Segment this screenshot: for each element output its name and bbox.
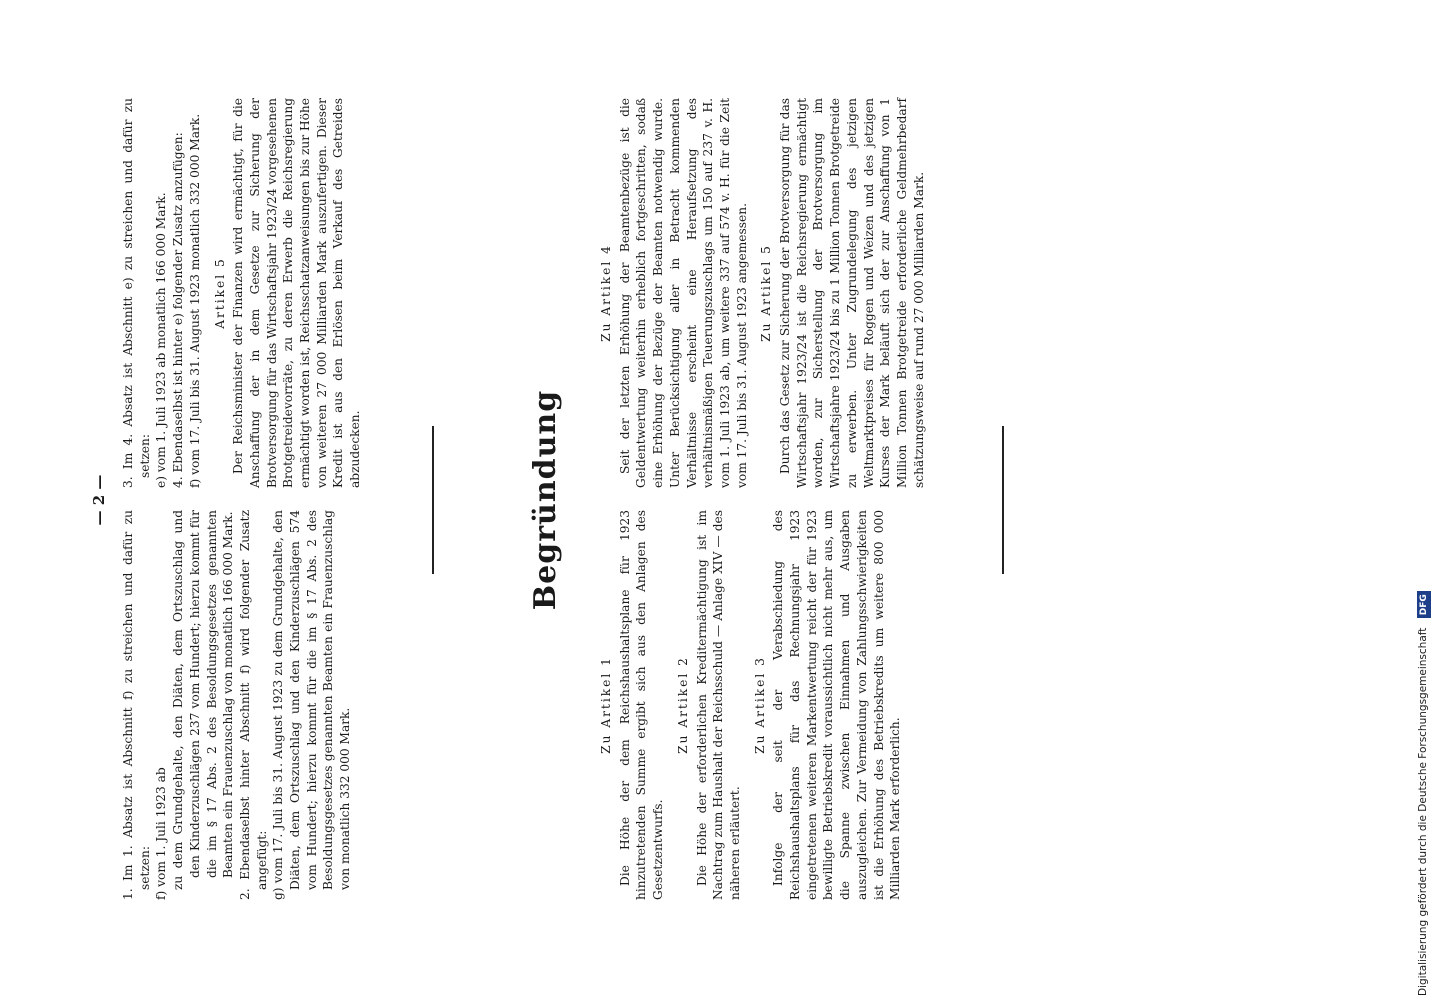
digitization-note-text: Digitalisierung gefördert durch die Deutsche Forschungsgemeinschaft	[1417, 627, 1429, 996]
article-heading: Zu Artikel 5	[759, 244, 774, 342]
article-heading: Zu Artikel 1	[599, 656, 613, 754]
section-heading: Begründung	[528, 389, 563, 611]
digitization-note	[1414, 6, 1432, 996]
article-heading: Artikel 5	[212, 257, 227, 329]
list-item: f) vom 1. Juli 1923 ab	[154, 767, 169, 900]
paragraph: Infolge der seit der Verabschiedung des Reichshaushaltsplans für das Rechnungsjahr 1923 eingetretenen weiteren Markentwertung reicht der für 1923 bewilligte Betriebskredit voraussichtlich nicht mehr aus, um die Spanne zwischen Einnahmen und Ausgaben auszugleichen. Zur Vermeidung von Zahlungsschwierigkeiten ist die Erhöhung des Betriebskredits um weitere 800 000 Milliarden Mark erforderlich.	[771, 510, 903, 900]
upper-left-column	[120, 510, 354, 900]
paragraph: Die Höhe der dem Reichshaushaltsplane für 1923 hinzutretenden Summe ergibt sich aus den Anlagen des Gesetzentwurfs.	[617, 510, 666, 900]
paragraph: Seit der letzten Erhöhung der Beamtenbezüge ist die Geldentwertung weiterhin erheblich fortgeschritten, sodaß eine Erhöhung der Bezüge der Beamten notwendig wurde. Unter Berücksichtigung aller in Betracht kommenden Verhältnisse erscheint eine Heraufsetzung des verhältnismäßigen Teuerungszuschlags um 150 auf 237 v. H. vom 1. Juli 1923 ab, um weitere 337 auf 574 v. H. für die Zeit vom 17. Juli bis 31. August 1923 angemessen.	[617, 98, 749, 488]
list-item: 4. Ebendaselbst ist hinter e) folgender Zusatz anzufügen:	[171, 132, 186, 488]
paragraph: Durch das Gesetz zur Sicherung der Brotversorgung für das Wirtschaftsjahr 1923/24 ist die Reichsregierung ermächtigt worden, zur Sicherstellung der Brotversorgung im Wirtschaftsjahre 1923/24 bis zu 1 Million Tonnen Brotgetreide zu erwerben. Unter Zugrundelegung des jetzigen Weltmarktpreises für Roggen und Weizen und des jetzigen Kurses der Mark beläuft sich der zur Anschaffung von 1 Million Tonnen Brotgetreide erforderliche Geldmehrbedarf schätzungsweise auf rund 27 000 Milliarden Mark.	[778, 98, 926, 488]
list-item: 3. Im 4. Absatz ist Abschnitt e) zu streichen und dafür zu setzen:	[121, 98, 152, 488]
paragraph: Die Höhe der erforderlichen Kreditermächtigung ist im Nachtrag zum Haushalt der Reichsschuld — Anlage XIV — des näheren erläutert.	[694, 510, 742, 900]
paragraph: Der Reichsminister der Finanzen wird ermächtigt, für die Anschaffung der in dem Gesetze zur Sicherung der Brotversorgung für das Wirtschaftsjahr 1923/24 vorgesehenen Brotgetreidevorräte, zu deren Erwerb die Reichsregierung ermächtigt worden ist, Reichsschatzanweisungen bis zur Höhe von weiteren 27 000 Milliarden Mark auszufertigen. Dieser Kredit ist aus den Erlösen beim Verkauf des Getreides abzudecken.	[231, 98, 363, 488]
lower-right-column	[590, 98, 927, 488]
divider-rule-bottom	[1002, 426, 1004, 574]
upper-right-column	[120, 98, 364, 488]
list-item: f) vom 17. Juli bis 31. August 1923 monatlich 332 000 Mark.	[187, 113, 202, 488]
list-item: 2. Ebendaselbst hinter Abschnitt f) wird folgender Zusatz angefügt:	[237, 510, 269, 900]
divider-rule-top	[432, 426, 434, 574]
list-item: 1. Im 1. Absatz ist Abschnitt f) zu streichen und dafür zu setzen:	[121, 510, 152, 900]
page-number: — 2 —	[90, 474, 108, 526]
rotated-page-content	[90, 100, 990, 900]
list-item: g) vom 17. Juli bis 31. August 1923 zu dem Grundgehalte, den Diäten, dem Ortszuschlag und den Kinderzuschlägen 574 vom Hundert; hierzu kommt für die im § 17 Abs. 2 des Besoldungsgesetzes genannten Beamten ein Frauenzuschlag von monatlich 332 000 Mark.	[271, 510, 353, 900]
article-heading: Zu Artikel 2	[675, 656, 690, 754]
list-item: e) vom 1. Juli 1923 ab monatlich 166 000 Mark.	[154, 192, 169, 488]
list-item: zu dem Grundgehalte, den Diäten, dem Ortszuschlag und den Kinderzuschlägen 237 vom Hundert; hierzu kommt für die im § 17 Abs. 2 des Besoldungsgesetzes genannten Beamten ein Frauenzuschlag von monatlich 166 000 Mark.	[171, 510, 236, 890]
article-heading: Zu Artikel 4	[599, 244, 613, 342]
lower-left-column	[590, 510, 904, 900]
dfg-logo: DFG	[1417, 591, 1431, 618]
article-heading: Zu Artikel 3	[752, 656, 767, 754]
